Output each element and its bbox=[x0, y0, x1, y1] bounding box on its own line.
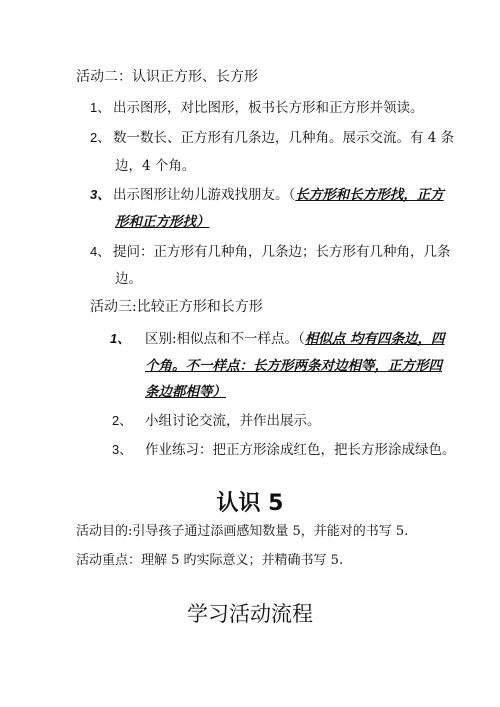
s3-item1-emphasis2: 个角。不一样点：长方形两条对边相等，正方形四 bbox=[145, 358, 442, 374]
s2-item1-num: 1、 bbox=[90, 100, 111, 115]
section2-heading: 活动二：认识正方形、长方形 bbox=[76, 69, 258, 85]
s3-item3-num: 3、 bbox=[112, 442, 133, 457]
s3-item1-emphasis3: 条边都相等） bbox=[145, 384, 226, 400]
s3-item1-lead: 区别:相似点和不一样点。（ bbox=[145, 331, 305, 347]
s2-item3-emphasis1: 长方形和长方形找，正方 bbox=[295, 187, 444, 203]
flow-title: 学习活动流程 bbox=[187, 602, 313, 626]
s2-item3-lead: 出示图形让幼儿游戏找朋友。（ bbox=[113, 187, 296, 203]
s3-item2-text: 小组讨论交流，并作出展示。 bbox=[145, 413, 321, 429]
s2-item4-line2: 边。 bbox=[115, 271, 142, 287]
s3-item3-text: 作业练习：把正方形涂成红色，把长方形涂成绿色。 bbox=[145, 442, 456, 458]
lesson5-focus: 活动重点：理解 5 旳实际意义；并精确书写 5. bbox=[76, 553, 344, 568]
s2-item1-text: 出示图形，对比图形，板书长方形和正方形并领读。 bbox=[113, 100, 424, 116]
s3-item1-num: 1、 bbox=[110, 331, 131, 346]
s3-item1-emphasis1: 相似点 均有四条边，四 bbox=[304, 331, 445, 347]
lesson5-title: 认识 5 bbox=[216, 491, 284, 516]
s3-item1-line1 bbox=[145, 327, 445, 347]
s3-item2-num: 2、 bbox=[112, 413, 133, 428]
s2-item3-line1 bbox=[113, 183, 444, 203]
lesson5-goal: 活动目的:引导孩子通过添画感知数量 5，并能对的书写 5. bbox=[76, 524, 409, 539]
s2-item2-line1: 数一数长、正方形有几条边，几种角。展示交流。有 4 条 bbox=[113, 130, 455, 146]
s2-item2-line2: 边，4 个角。 bbox=[115, 158, 196, 174]
section3-heading: 活动三:比较正方形和长方形 bbox=[90, 299, 263, 315]
s2-item4-line1: 提问：正方形有几种角，几条边；长方形有几种角，几条 bbox=[113, 244, 451, 260]
s2-item2-num: 2、 bbox=[90, 130, 111, 145]
s2-item3-num: 3、 bbox=[90, 187, 111, 202]
s2-item4-num: 4、 bbox=[90, 244, 111, 259]
s2-item3-emphasis2: 形和正方形找） bbox=[115, 214, 210, 230]
